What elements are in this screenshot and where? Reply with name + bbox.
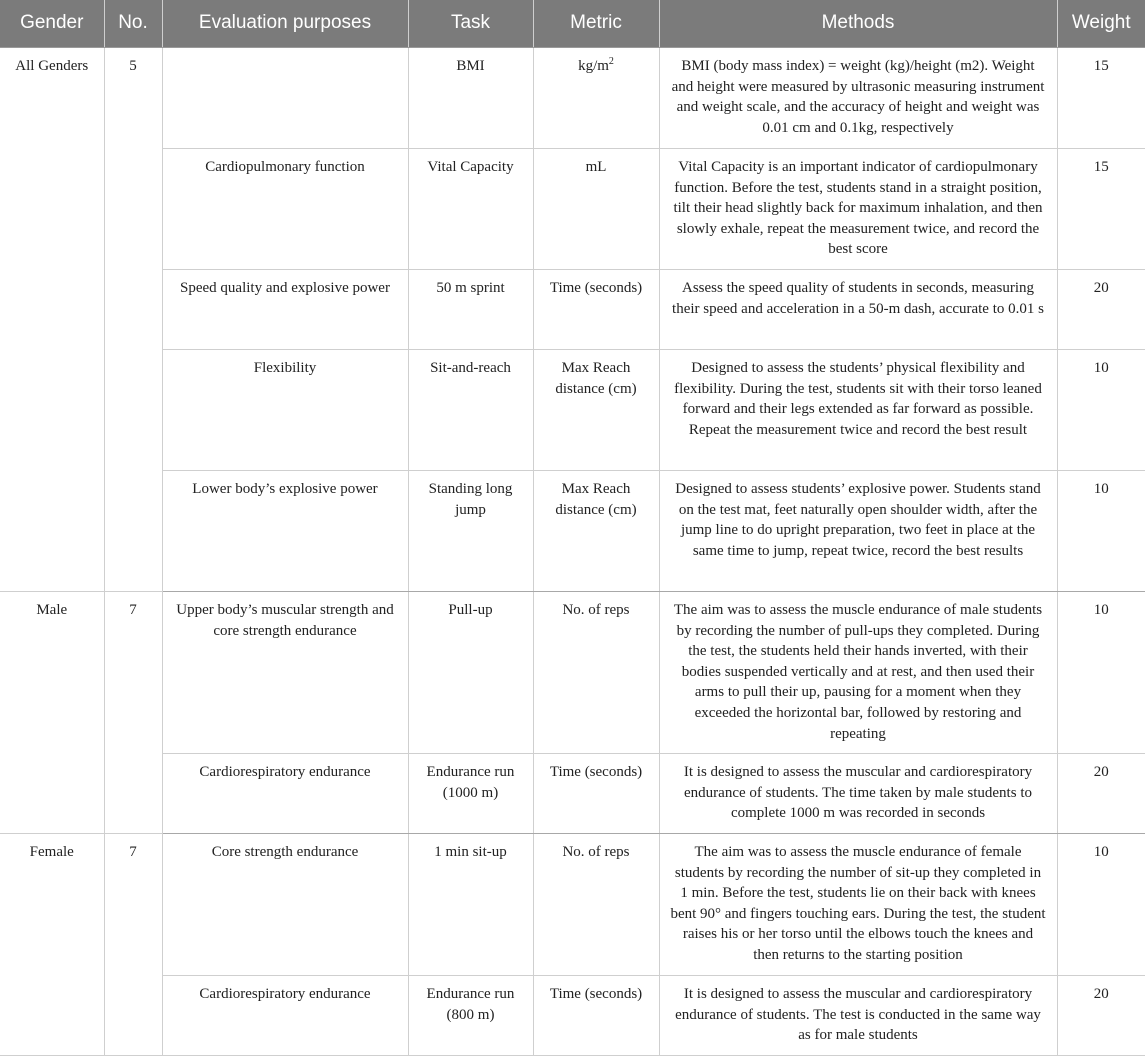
methods-cell: The aim was to assess the muscle endurance of male students by recording the number of pull-ups they completed. During the test, the students held their hands inverted, with their bodies suspended vertically and at rest, and then used their arms to pull their up, pausing for a moment when they exceeded the horizontal bar, followed by restoring and repeating [659,592,1057,754]
purpose-cell: Cardiopulmonary function [162,149,408,270]
methods-cell: It is designed to assess the muscular and cardiorespiratory endurance of students. The time taken by male students to complete 1000 m was recorded in seconds [659,754,1057,834]
weight-cell: 15 [1057,149,1145,270]
table-row [0,471,1145,592]
table-row [0,48,1145,149]
metric-cell: No. of reps [533,834,659,976]
metric-cell: No. of reps [533,592,659,754]
metric-superscript: 2 [608,56,614,67]
task-cell: 50 m sprint [408,270,533,350]
task-cell: Vital Capacity [408,149,533,270]
table-row [0,834,1145,976]
gender-cell: All Genders [0,48,104,592]
header-methods: Methods [659,0,1057,48]
purpose-cell: Speed quality and explosive power [162,270,408,350]
methods-cell: Vital Capacity is an important indicator of cardiopulmonary function. Before the test, students stand in a straight position, tilt their head slightly back for maximum inhalation, and then slowly exhale, repeat the measurement twice, and record the best score [659,149,1057,270]
purpose-cell: Core strength endurance [162,834,408,976]
table-row [0,754,1145,834]
purpose-cell: Upper body’s muscular strength and core strength endurance [162,592,408,754]
metric-cell: Max Reach distance (cm) [533,471,659,592]
weight-cell: 20 [1057,270,1145,350]
header-no: No. [104,0,162,48]
count-cell: 7 [104,592,162,834]
metric-cell: Time (seconds) [533,754,659,834]
weight-cell: 10 [1057,592,1145,754]
table-row [0,149,1145,270]
purpose-cell [162,48,408,149]
gender-cell: Female [0,834,104,1056]
weight-cell: 20 [1057,754,1145,834]
gender-cell: Male [0,592,104,834]
table-row [0,976,1145,1056]
purpose-cell: Cardiorespiratory endurance [162,754,408,834]
count-cell: 7 [104,834,162,1056]
methods-cell: Designed to assess the students’ physical flexibility and flexibility. During the test, students sit with their torso leaned forward and their legs extended as far forward as possible. Repeat the measurement twice and record the best result [659,350,1057,471]
count-cell: 5 [104,48,162,592]
table-row [0,270,1145,350]
weight-cell: 10 [1057,471,1145,592]
header-evaluation-purposes: Evaluation purposes [162,0,408,48]
header-gender: Gender [0,0,104,48]
metric-cell: mL [533,149,659,270]
header-task: Task [408,0,533,48]
table-row [0,350,1145,471]
weight-cell: 15 [1057,48,1145,149]
methods-cell: BMI (body mass index) = weight (kg)/height (m2). Weight and height were measured by ultrasonic measuring instrument and weight scale, and the accuracy of height and weight was 0.01 cm and 0.1kg, respectively [659,48,1057,149]
methods-cell: It is designed to assess the muscular and cardiorespiratory endurance of students. The test is conducted in the same way as for male students [659,976,1057,1056]
task-cell: Endurance run (800 m) [408,976,533,1056]
metric-cell [533,48,659,149]
methods-cell: Assess the speed quality of students in seconds, measuring their speed and acceleration in a 50-m dash, accurate to 0.01 s [659,270,1057,350]
task-cell: Sit-and-reach [408,350,533,471]
task-cell: Endurance run (1000 m) [408,754,533,834]
metric-cell: Max Reach distance (cm) [533,350,659,471]
metric-base: kg/m [578,58,609,74]
table-row [0,592,1145,754]
task-cell: Pull-up [408,592,533,754]
task-cell: Standing long jump [408,471,533,592]
weight-cell: 20 [1057,976,1145,1056]
task-cell: 1 min sit-up [408,834,533,976]
header-weight: Weight [1057,0,1145,48]
metric-cell: Time (seconds) [533,270,659,350]
header-row [0,0,1145,48]
methods-cell: The aim was to assess the muscle endurance of female students by recording the number of sit-up they completed in 1 min. Before the test, students lie on their back with knees bent 90° and fingers touching ears. During the test, the student raises his or her torso until the elbows touch the knees and then returns to the starting position [659,834,1057,976]
header-metric: Metric [533,0,659,48]
weight-cell: 10 [1057,350,1145,471]
task-cell: BMI [408,48,533,149]
methods-cell: Designed to assess students’ explosive power. Students stand on the test mat, feet naturally open shoulder width, after the jump line to do upright preparation, two feet in place at the same time to jump, repeat twice, record the best results [659,471,1057,592]
purpose-cell: Flexibility [162,350,408,471]
purpose-cell: Lower body’s explosive power [162,471,408,592]
metric-cell: Time (seconds) [533,976,659,1056]
purpose-cell: Cardiorespiratory endurance [162,976,408,1056]
weight-cell: 10 [1057,834,1145,976]
